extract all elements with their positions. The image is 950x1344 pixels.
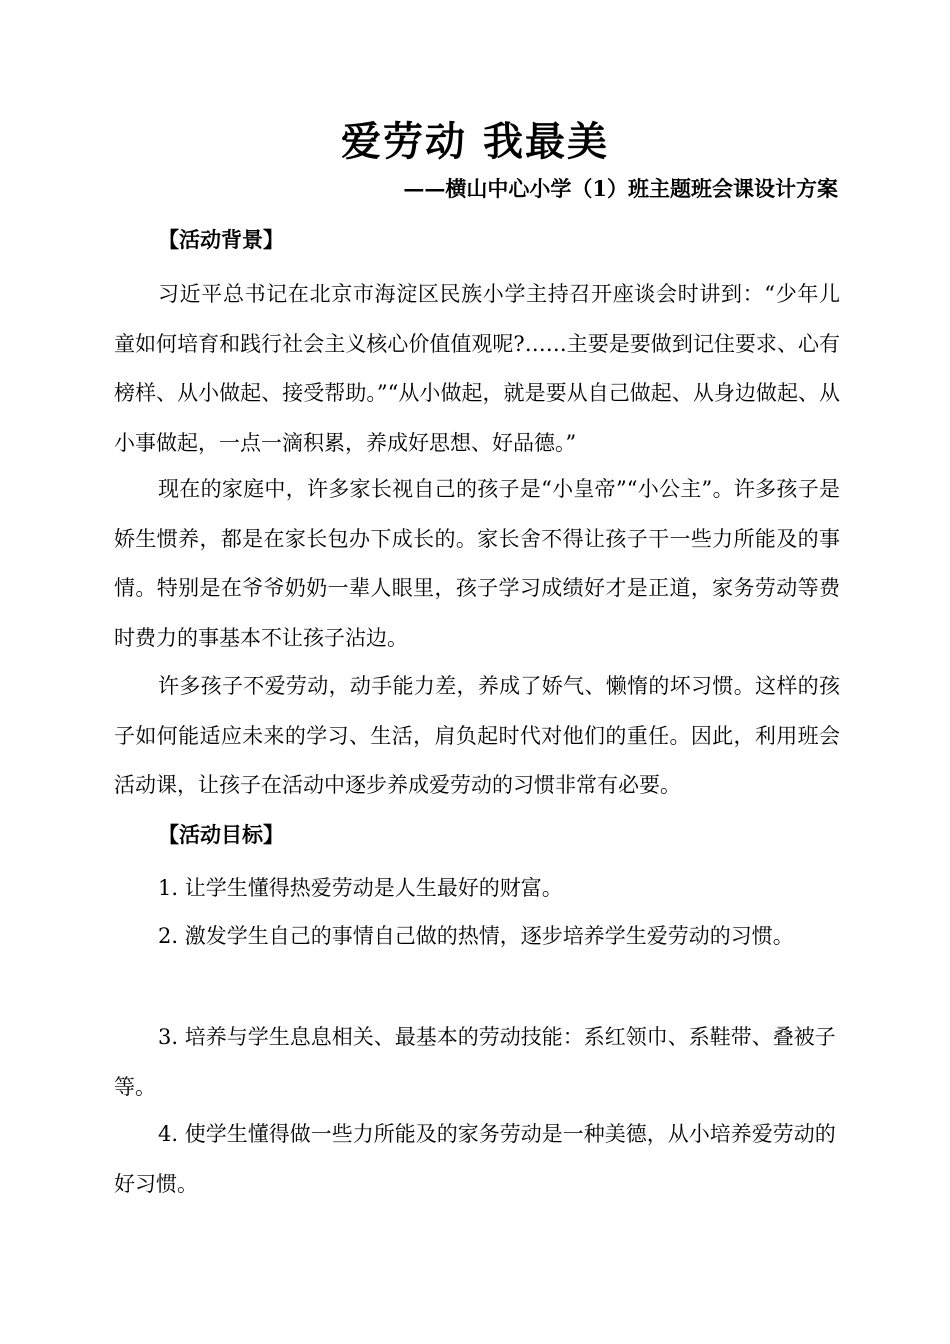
goal-item: 4. 使学生懂得做一些力所能及的家务劳动是一种美德，从小培养爱劳动的好习惯。 xyxy=(114,1122,836,1196)
page-title: 爱劳动 我最美 xyxy=(341,118,609,165)
page-subtitle: ——横山中心小学（1）班主题班会课设计方案 xyxy=(403,176,838,201)
background-paragraph: 许多孩子不爱劳动，动手能力差，养成了娇气、懒惰的坏习惯。这样的孩子如何能适应未来的学习、生活，肩负起时代对他们的重任。因此，利用班会活动课，让孩子在活动中逐步养成爱劳动的习惯非常有必要。 xyxy=(114,674,840,797)
goal-item: 3. 培养与学生息息相关、最基本的劳动技能：系红领巾、系鞋带、叠被子等。 xyxy=(114,1025,836,1099)
goal-item: 2. 激发学生自己的事情自己做的热情，逐步培养学生爱劳动的习惯。 xyxy=(158,924,794,948)
section-heading-background: 【活动背景】 xyxy=(158,227,284,252)
background-paragraph: 习近平总书记在北京市海淀区民族小学主持召开座谈会时讲到：“少年儿童如何培育和践行社会主义核心价值值观呢?……主要是要做到记住要求、心有榜样、从小做起、接受帮助。”“从小做起，就是要从自己做起、从身边做起、从小事做起，一点一滴积累，养成好思想、好品德。” xyxy=(114,282,840,455)
background-paragraph: 现在的家庭中，许多家长视自己的孩子是“小皇帝”“小公主”。许多孩子是娇生惯养，都是在家长包办下成长的。家长舍不得让孩子干一些力所能及的事情。特别是在爷爷奶奶一辈人眼里，孩子学习成绩好才是正道，家务劳动等费时费力的事基本不让孩子沾边。 xyxy=(114,477,840,650)
goal-item: 1. 让学生懂得热爱劳动是人生最好的财富。 xyxy=(158,876,563,900)
section-heading-goals: 【活动目标】 xyxy=(158,822,284,847)
